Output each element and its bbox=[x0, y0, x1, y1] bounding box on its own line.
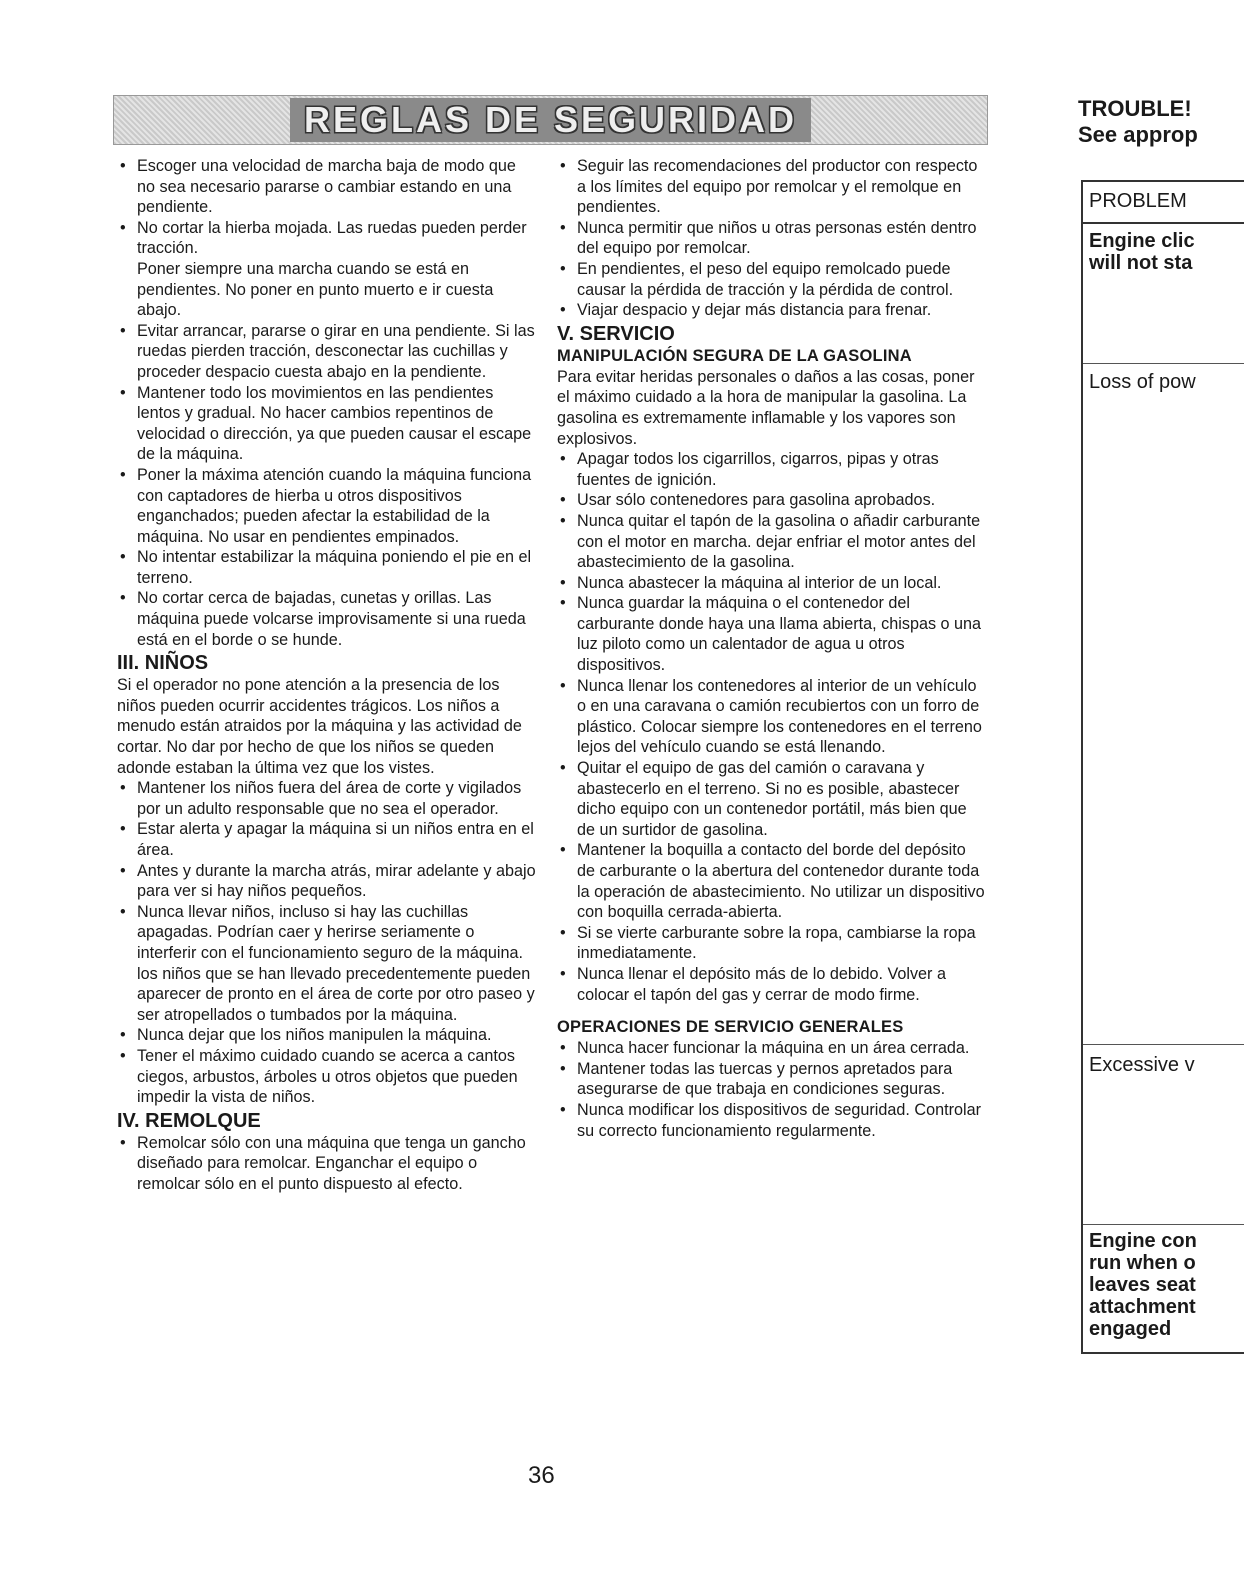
list-item: • Nunca permitir que niños u otras personas estén dentro del equipo por remolcar. bbox=[557, 218, 985, 259]
list-item: • Remolcar sólo con una máquina que tenga un gancho diseñado para remolcar. Enganchar el equipo o remolcar sólo en el punto dispuesto al efecto. bbox=[117, 1133, 537, 1195]
list-item: • Quitar el equipo de gas del camión o caravana y abastecerlo en el terreno. Si no es posible, abastecer dicho equipo con un contenedor portátil, más bien que de un surtidor de gasolina. bbox=[557, 758, 985, 840]
list-item: • Mantener la boquilla a contacto del borde del depósito de carburante o la abertura del contenedor durante toda la operación de abastecimiento. No utilizar un dispositivo con boquilla cerrada-abierta. bbox=[557, 840, 985, 922]
list-item: • Nunca abastecer la máquina al interior de un local. bbox=[557, 573, 985, 594]
troubleshooting-table bbox=[1081, 180, 1244, 1354]
side-title-line-1: TROUBLE! bbox=[1078, 96, 1192, 121]
ninos-list bbox=[117, 778, 537, 1108]
operaciones-list bbox=[557, 1038, 985, 1141]
cell-line: run when o bbox=[1089, 1252, 1196, 1274]
list-item: • Mantener todas las tuercas y pernos apretados para asegurarse de que trabaja en condiciones seguras. bbox=[557, 1059, 985, 1100]
list-item: • Nunca llenar el depósito más de lo debido. Volver a colocar el tapón del gas y cerrar de modo firme. bbox=[557, 964, 985, 1005]
list-item: • Nunca dejar que los niños manipulen la máquina. bbox=[117, 1025, 537, 1046]
list-item: • No intentar estabilizar la máquina poniendo el pie en el terreno. bbox=[117, 547, 537, 588]
list-item: • Nunca llevar niños, incluso si hay las cuchillas apagadas. Podrían caer y herirse seriamente o interferir con el funcionamiento seguro de la máquina. los niños que se han llevado precedentemente pueden aparecer de pronto en el área de corte por otro paseo y ser atropellados o tumbados por la máquina. bbox=[117, 902, 537, 1026]
table-rule bbox=[1083, 1044, 1244, 1045]
list-item: • Estar alerta y apagar la máquina si un niños entra en el área. bbox=[117, 819, 537, 860]
subheading-gasolina: MANIPULACIÓN SEGURA DE LA GASOLINA bbox=[557, 346, 912, 365]
list-item: • Nunca hacer funcionar la máquina en un área cerrada. bbox=[557, 1038, 985, 1059]
cell-line: Engine clic bbox=[1089, 230, 1195, 252]
table-cell: Excessive v bbox=[1089, 1054, 1195, 1076]
cell-line: will not sta bbox=[1089, 252, 1193, 274]
list-item: • Poner la máxima atención cuando la máquina funciona con captadores de hierba u otros dispositivos enganchados; pueden afectar la estabilidad de la máquina. No usar en pendientes empinados. bbox=[117, 465, 537, 547]
list-item: • Escoger una velocidad de marcha baja de modo que no sea necesario pararse o cambiar estando en una pendiente. bbox=[117, 156, 537, 218]
list-item: • Evitar arrancar, pararse o girar en una pendiente. Si las ruedas pierden tracción, desconectar las cuchillas y proceder despacio cuesta abajo en la pendiente. bbox=[117, 321, 537, 383]
left-column bbox=[117, 156, 537, 1195]
list-item: • Nunca quitar el tapón de la gasolina o añadir carburante con el motor en marcha. dejar enfriar el motor antes del abastecimiento de la gasolina. bbox=[557, 511, 985, 573]
table-rule bbox=[1083, 222, 1244, 224]
side-title-line-2: See approp bbox=[1078, 122, 1198, 147]
list-item: • Apagar todos los cigarrillos, cigarros, pipas y otras fuentes de ignición. bbox=[557, 449, 985, 490]
table-cell bbox=[1089, 1230, 1244, 1340]
cell-line: Engine con bbox=[1089, 1230, 1197, 1252]
list-item: • Seguir las recomendaciones del productor con respecto a los límites del equipo por remolcar y el remolque en pendientes. bbox=[557, 156, 985, 218]
banner-title: REGLAS DE SEGURIDAD bbox=[290, 98, 811, 142]
section-heading-ninos: III. NIÑOS bbox=[117, 652, 209, 675]
list-item: • No cortar cerca de bajadas, cunetas y orillas. Las máquina puede volcarse improvisamente si una rueda está en el borde o se hunde. bbox=[117, 588, 537, 650]
subheading-operaciones: OPERACIONES DE SERVICIO GENERALES bbox=[557, 1018, 904, 1037]
side-panel-title bbox=[1078, 96, 1198, 148]
cell-line: engaged bbox=[1089, 1318, 1172, 1340]
intro-note: Poner siempre una marcha cuando se está en pendientes. No poner en punto muerto e ir cuesta abajo. bbox=[137, 259, 494, 320]
list-item: • Nunca modificar los dispositivos de seguridad. Controlar su correcto funcionamiento regularmente. bbox=[557, 1100, 985, 1141]
table-rule bbox=[1083, 1352, 1244, 1354]
page-number: 36 bbox=[528, 1462, 555, 1489]
section-heading-servicio: V. SERVICIO bbox=[557, 322, 675, 345]
table-rule bbox=[1083, 180, 1244, 182]
list-item: • Tener el máximo cuidado cuando se acerca a cantos ciegos, arbustos, árboles u otros objetos que pueden impedir la vista de niños. bbox=[117, 1046, 537, 1108]
list-item: • Usar sólo contenedores para gasolina aprobados. bbox=[557, 490, 985, 511]
intro-list bbox=[117, 156, 537, 259]
list-item: • Mantener todo los movimientos en las pendientes lentos y gradual. No hacer cambios repentinos de velocidad o dirección, ya que pueden causar el escape de la máquina. bbox=[117, 383, 537, 465]
table-cell: Loss of pow bbox=[1089, 371, 1196, 393]
list-item: • Mantener los niños fuera del área de corte y vigilados por un adulto responsable que no sea el operador. bbox=[117, 778, 537, 819]
towing-list bbox=[557, 156, 985, 321]
list-item: • Antes y durante la marcha atrás, mirar adelante y abajo para ver si hay niños pequeños. bbox=[117, 861, 537, 902]
section-banner bbox=[113, 95, 988, 145]
table-rule bbox=[1083, 363, 1244, 364]
ninos-paragraph: Si el operador no pone atención a la presencia de los niños pueden ocurrir accidentes trágicos. Los niños a menudo están atraidos por la máquina y las actividad de cortar. No dar por hecho de que los niños se queden adonde estaban la última vez que los vistes. bbox=[117, 676, 522, 777]
gasolina-list bbox=[557, 449, 985, 1005]
list-item: • Viajar despacio y dejar más distancia para frenar. bbox=[557, 300, 985, 321]
slope-list bbox=[117, 321, 537, 651]
list-item: • Nunca llenar los contenedores al interior de un vehículo o en una caravana o camión recubiertos con un forro de plástico. Colocar siempre los contenedores en el terreno lejos del vehículo cuando se está llenando. bbox=[557, 676, 985, 758]
table-rule bbox=[1083, 1224, 1244, 1225]
list-item: • No cortar la hierba mojada. Las ruedas pueden perder tracción. bbox=[117, 218, 537, 259]
list-item: • Si se vierte carburante sobre la ropa, cambiarse la ropa inmediatamente. bbox=[557, 923, 985, 964]
gasolina-paragraph: Para evitar heridas personales o daños a las cosas, poner el máximo cuidado a la hora de manipular la gasolina. La gasolina es extremamente inflamable y los vapores son explosivos. bbox=[557, 367, 975, 448]
problem-header: PROBLEM bbox=[1089, 190, 1187, 212]
cell-line: attachment bbox=[1089, 1296, 1196, 1318]
list-item: • Nunca guardar la máquina o el contenedor del carburante donde haya una llama abierta, chispas o una luz piloto como un calentador de agua u otros dispositivos. bbox=[557, 593, 985, 675]
list-item: • En pendientes, el peso del equipo remolcado puede causar la pérdida de tracción y la pérdida de control. bbox=[557, 259, 985, 300]
cell-line: leaves seat bbox=[1089, 1274, 1196, 1296]
remolque-list bbox=[117, 1133, 537, 1195]
table-cell bbox=[1089, 230, 1244, 274]
right-column bbox=[557, 156, 985, 1141]
section-heading-remolque: IV. REMOLQUE bbox=[117, 1109, 261, 1132]
